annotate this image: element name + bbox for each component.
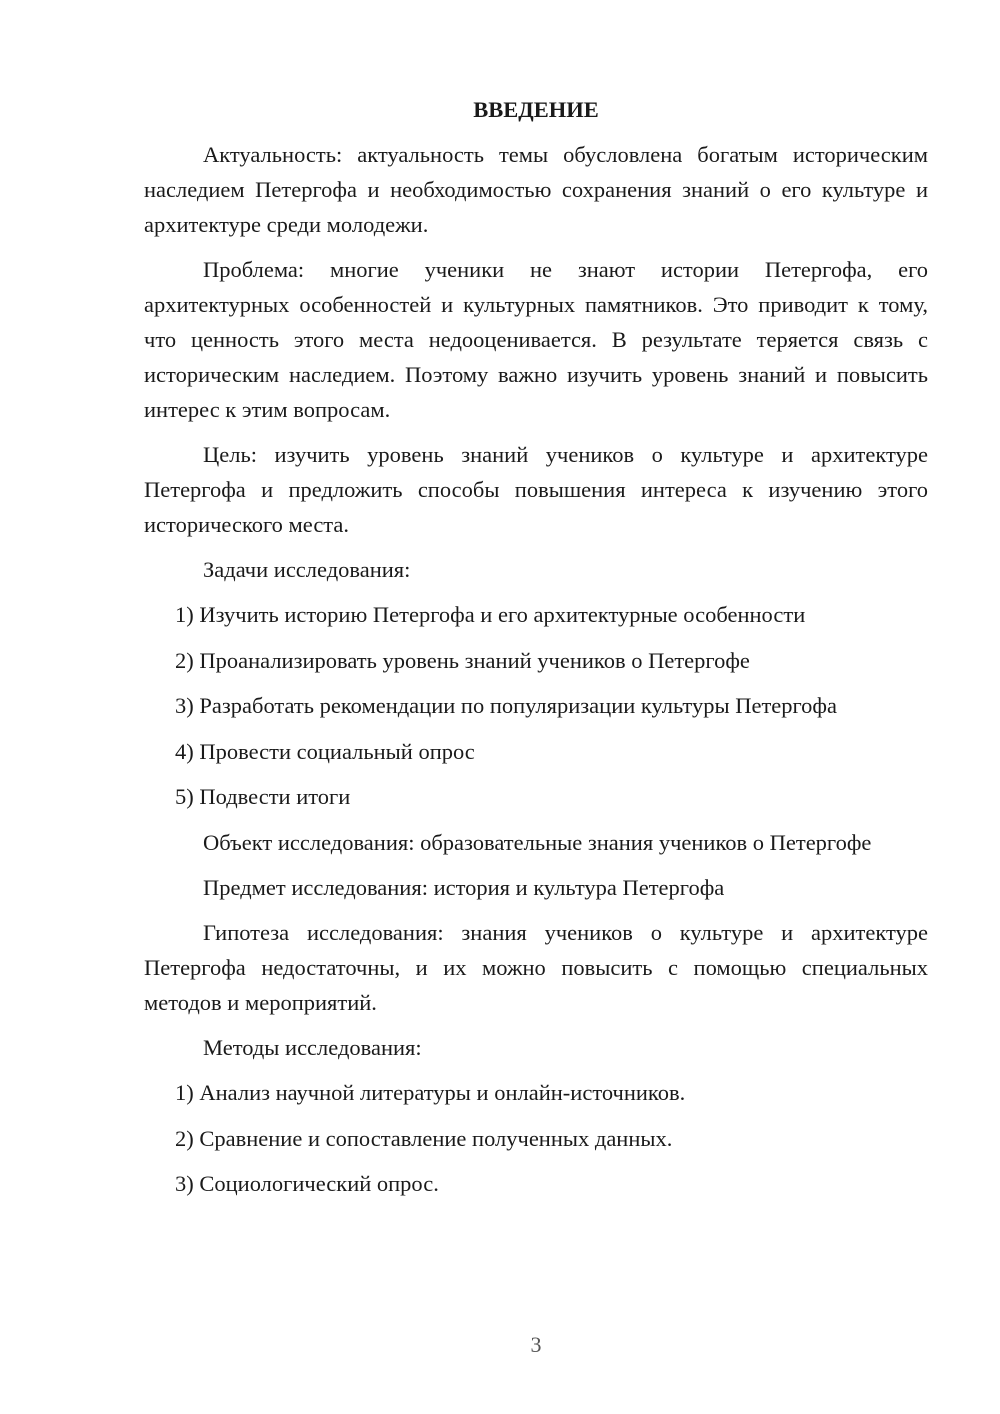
goal-paragraph: Цель: изучить уровень знаний учеников о культуре и архитектуре Петергофа и предложить способы повышения интереса к изучению этого исторического места.	[144, 442, 928, 537]
list-item: 3) Разработать рекомендации по популяризации культуры Петергофа	[175, 693, 837, 719]
methods-list	[144, 1075, 928, 1201]
list-item: 1) Изучить историю Петергофа и его архитектурные особенности	[175, 602, 806, 627]
tasks-list	[144, 597, 928, 814]
list-item: 2) Сравнение и сопоставление полученных данных.	[175, 1125, 673, 1151]
page-number: 3	[530, 1332, 542, 1357]
section-title: ВВЕДЕНИЕ	[473, 97, 599, 122]
list-item: 5) Подвести итоги	[175, 784, 351, 810]
relevance-paragraph: Актуальность: актуальность темы обусловлена богатым историческим наследием Петергофа и необходимостью сохранения знаний о его культуре и архитектуре среди молодежи.	[144, 142, 928, 237]
page-content	[144, 92, 928, 1212]
tasks-label: Задачи исследования:	[203, 557, 411, 582]
hypothesis-paragraph: Гипотеза исследования: знания учеников о культуре и архитектуре Петергофа недостаточны, и их можно повысить с помощью специальных методов и мероприятий.	[144, 919, 928, 1015]
subject-paragraph: Предмет исследования: история и культура Петергофа	[203, 874, 725, 900]
problem-paragraph: Проблема: многие ученики не знают истории Петергофа, его архитектурных особенностей и культурных памятников. Это приводит к тому, что ценность этого места недооценивается. В результате теряется связь с историческим наследием. Поэтому важно изучить уровень знаний и повысить интерес к этим вопросам.	[144, 257, 928, 422]
list-item: 1) Анализ научной литературы и онлайн-источников.	[175, 1079, 686, 1105]
list-item: 3) Социологический опрос.	[175, 1171, 439, 1197]
list-item: 4) Провести социальный опрос	[175, 738, 475, 764]
list-item: 2) Проанализировать уровень знаний учеников о Петергофе	[175, 647, 750, 673]
methods-label: Методы исследования:	[203, 1034, 422, 1060]
object-paragraph: Объект исследования: образовательные знания учеников о Петергофе	[203, 829, 872, 855]
